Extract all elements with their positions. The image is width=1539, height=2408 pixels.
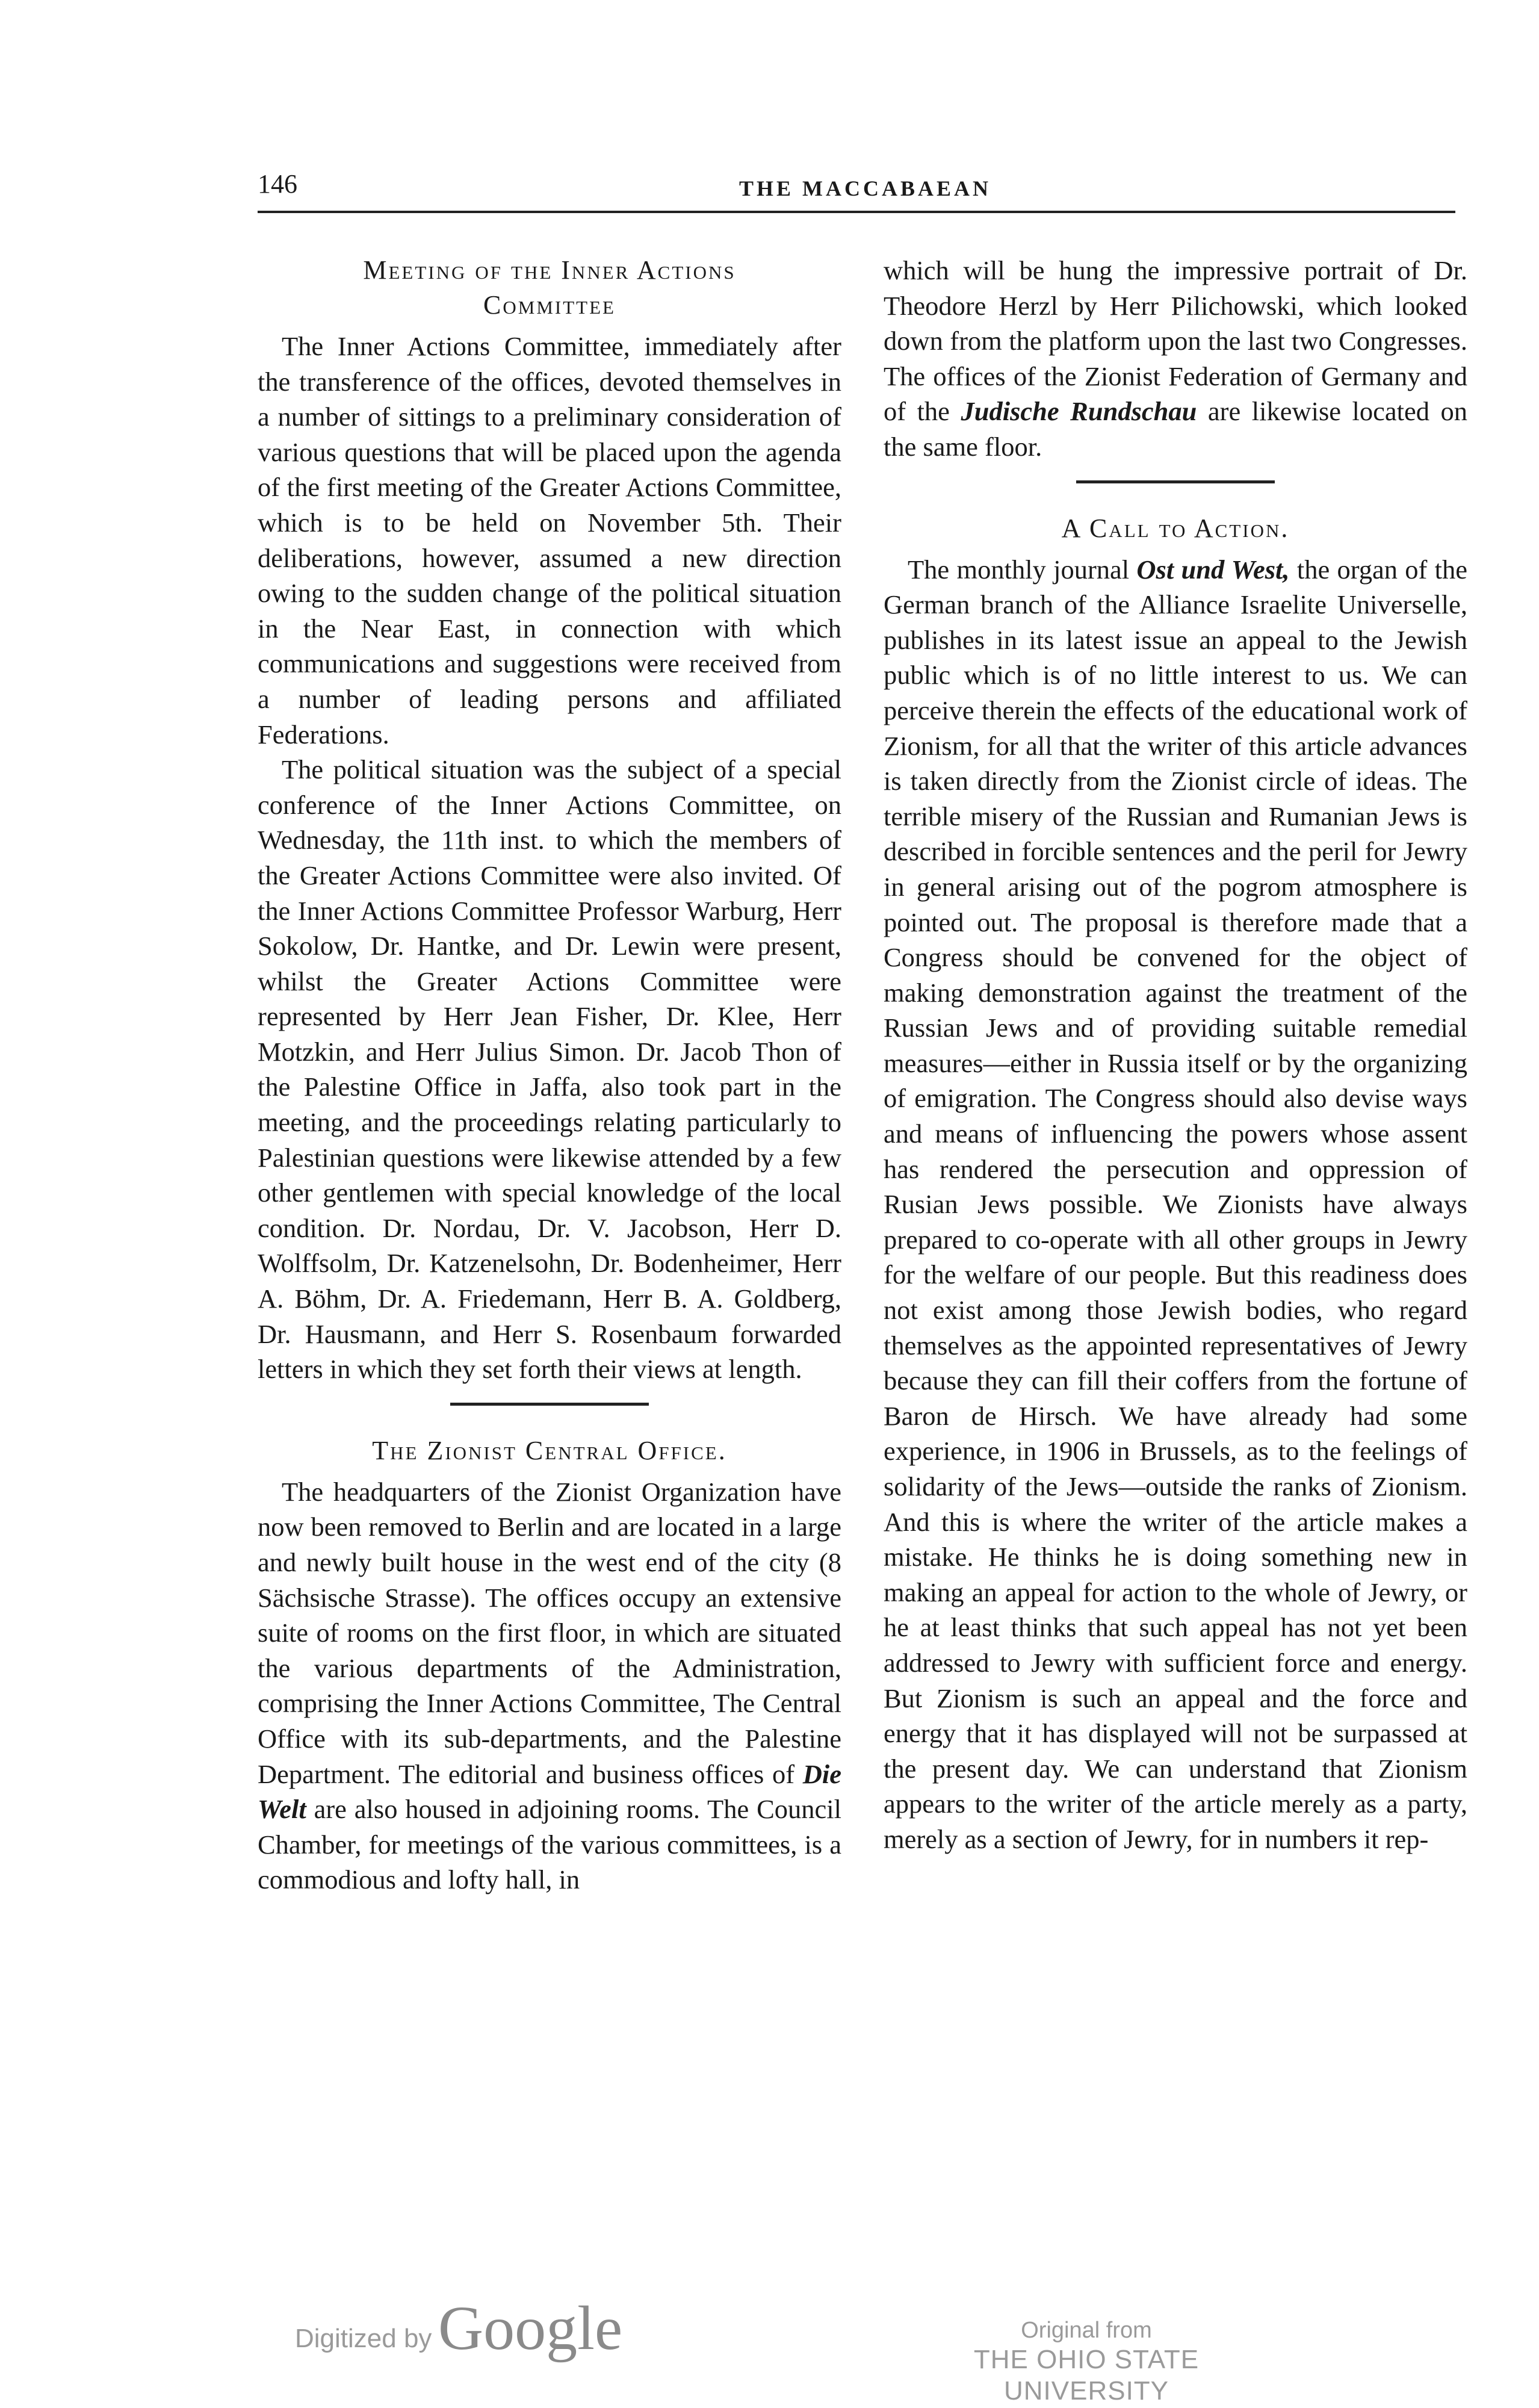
header-rule (258, 211, 1455, 213)
die-welt-title: Die Welt (258, 1758, 841, 1825)
call-text-1: The monthly journal (908, 554, 1137, 585)
judische-rundschau-title: Judische Rundschau (961, 396, 1197, 427)
section-title-line2: Committee (483, 290, 616, 320)
continuation-text-2: are likewise located on the same floor. (884, 396, 1467, 462)
central-office-text-2: are also housed in adjoining rooms. The Council Chamber, for meetings of the various committees, is a commodious and lofty hall, in (258, 1794, 841, 1895)
inner-actions-paragraph-2: The political situation was the subject of a special conference of the Inner Actions Committee, on Wednesday, the 11th inst. to which the members of the Greater Actions Committee were also invited. Of the Inner Actions Committee Professor Warburg, Herr Sokolow, Dr. Hantke, and Dr. Lewin were present, whilst the Greater Actions Committee were represented by Herr Jean Fisher, Dr. Klee, Herr Motzkin, and Herr Julius Simon. Dr. Jacob Thon of the Palestine Office in Jaffa, also took part in the meeting, and the proceedings relating particularly to Palestinian questions were likewise attended by a few other gentlemen with special knowledge of the local condition. Dr. Nordau, Dr. V. Jacobson, Herr D. Wolffsolm, Dr. Katzenelsohn, Dr. Bodenheimer, Herr A. Böhm, Dr. A. Friedemann, Herr B. A. Goldberg, Dr. Hausmann, and Herr S. Rosenbaum forwarded letters in which they set forth their views at length. (258, 754, 841, 1385)
inner-actions-paragraph-1: The Inner Actions Committee, immediately after the transference of the offices, devoted themselves in a number of sittings to a preliminary consideration of various questions that will be placed upon the agenda of the first meeting of the Greater Actions Committee, which is to be held on November 5th. Their deliberations, however, assumed a new direction owing to the sudden change of the political situation in the Near East, in connection with which communications and suggestions were received from a number of leading persons and affiliated Federations. (258, 331, 841, 749)
university-name: THE OHIO STATE UNIVERSITY (973, 2345, 1200, 2406)
page-header (258, 161, 1461, 216)
continuation-text-1: which will be hung the impressive portrait of Dr. Theodore Herzl by Herr Pilichowski, which looked down from the platform upon the last two Congresses. The offices of the Zionist Federation of Germany and of the (884, 255, 1467, 427)
section-title-line1: Meeting of the Inner Actions (363, 255, 736, 285)
ost-und-west-title: Ost und West, (1136, 554, 1290, 585)
section-divider (450, 1403, 649, 1406)
google-logo: Google (438, 2294, 623, 2363)
right-column (884, 253, 1467, 1857)
running-title: THE MACCABAEAN (739, 176, 992, 200)
central-office-text-1: The headquarters of the Zionist Organization have now been removed to Berlin and are located in a large and newly built house in the west end of the city (8 Sächsische Strasse). The offices occupy an extensive suite of rooms on the first floor, in which are situated the various departments of the Administration, comprising the Inner Actions Committee, The Central Office with its sub-departments, and the Palestine Department. The editorial and business offices of (258, 1476, 841, 1789)
section-title-inner-actions (282, 253, 817, 323)
central-office-paragraph (258, 1474, 841, 1898)
call-text-2: the organ of the German branch of the Alliance Israelite Universelle, publishes in its latest issue an appeal to the Jewish public which is of no little interest to us. We can perceive therein the effects of the educational work of Zionism, for all that the writer of this article advances is taken directly from the Zionist circle of ideas. The terrible misery of the Russian and Rumanian Jews is described in forcible sentences and the peril for Jewry in general arising out of the pogrom atmosphere is pointed out. The proposal is therefore made that a Congress should be convened for the object of making demonstration against the treatment of the Russian Jews and of providing suitable remedial measures—either in Russia itself or by the organizing of emigration. The Congress should also devise ways and means of influencing the powers whose assent has rendered the persecution and oppression of Rusian Jews possible. We Zionists have always prepared to co-operate with all other groups in Jewry for the welfare of our people. But this readiness does not exist among those Jewish bodies, who regard themselves as the appointed representatives of Jewry because they can fill their coffers from the fortune of Baron de Hirsch. We have already had some experience, in 1906 in Brussels, as to the feelings of solidarity of the Jews—outside the ranks of Zionism. And this is where the writer of the article makes a mistake. He thinks he is doing something new in making an appeal for action to the whole of Jewry, or he at least thinks that such appeal has not yet been addressed to Jewry with sufficient force and energy. But Zionism is such an appeal and the force and energy that it has displayed will not be surpassed at the present day. We can understand that Zionism appears to the writer of the article merely as a party, merely as a section of Jewry, for in numbers it rep- (884, 554, 1467, 1854)
original-from-watermark (891, 2316, 1282, 2407)
original-from-text: Original from (1021, 2318, 1152, 2343)
section-title-central-office: The Zionist Central Office. (372, 1435, 727, 1465)
page-number: 146 (258, 169, 297, 199)
left-column (258, 253, 841, 1898)
section-divider (1076, 480, 1275, 483)
central-office-continuation (884, 253, 1467, 465)
section-title-call-to-action: A Call to Action. (1061, 513, 1290, 543)
call-to-action-paragraph (884, 552, 1467, 1857)
digitized-by-text: Digitized by (295, 2324, 432, 2353)
